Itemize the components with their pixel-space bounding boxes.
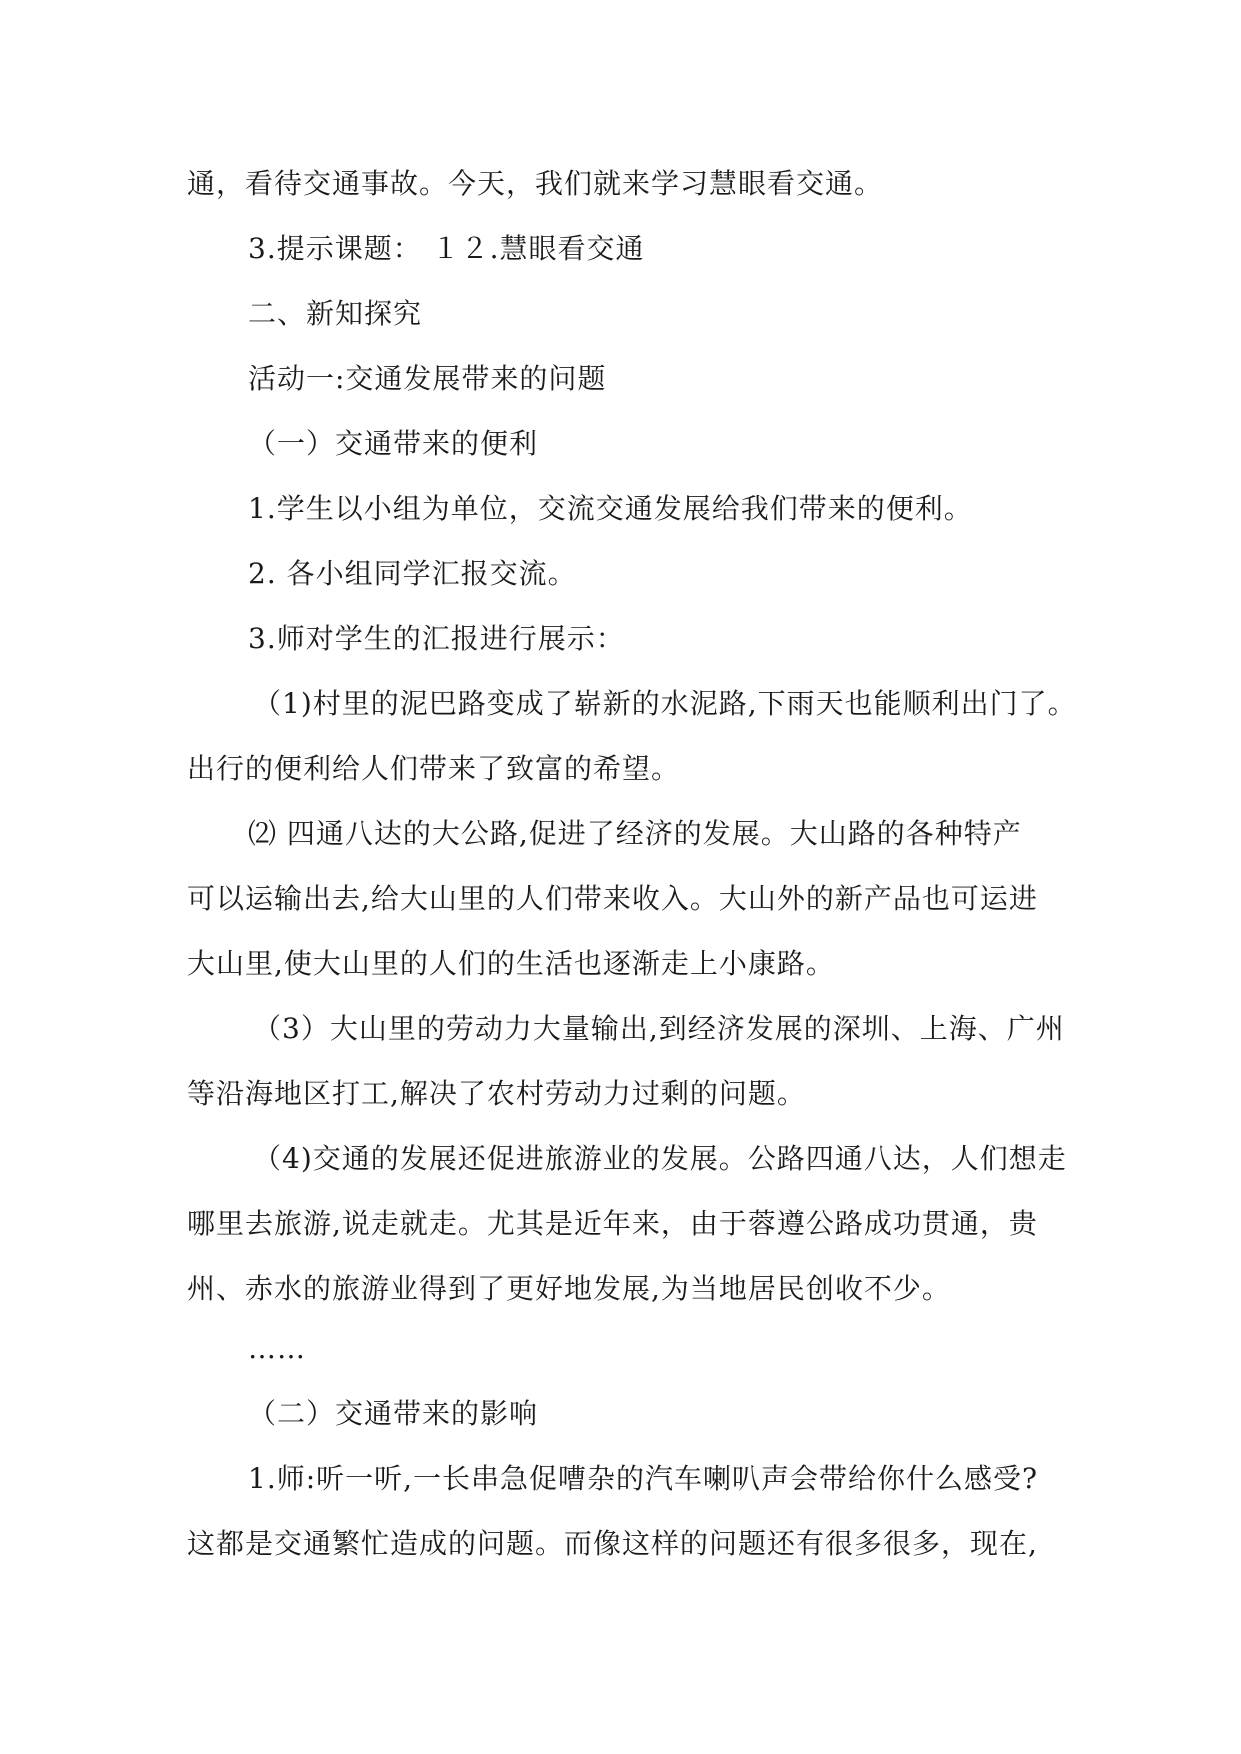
text-line: 这都是交通繁忙造成的问题。而像这样的问题还有很多很多，现在, xyxy=(187,1527,1038,1560)
text-line: 2. 各小组同学汇报交流。 xyxy=(248,557,577,590)
text-line: （4)交通的发展还促进旅游业的发展。公路四通八达，人们想走 xyxy=(253,1142,1067,1175)
text-line: 3.师对学生的汇报进行展示： xyxy=(248,622,625,655)
activity-heading: 活动一:交通发展带来的问题 xyxy=(248,362,607,395)
text-line: 1.学生以小组为单位，交流交通发展给我们带来的便利。 xyxy=(248,492,973,525)
text-line: 3.提示课题： １２.慧眼看交通 xyxy=(248,232,645,265)
text-line: 大山里,使大山里的人们的生活也逐渐走上小康路。 xyxy=(187,947,835,980)
text-line: 可以运输出去,给大山里的人们带来收入。大山外的新产品也可运进 xyxy=(187,882,1038,915)
subsection-heading: （一）交通带来的便利 xyxy=(248,427,539,460)
text-line: （3）大山里的劳动力大量输出,到经济发展的深圳、上海、广州 xyxy=(253,1012,1065,1045)
text-line: 等沿海地区打工,解决了农村劳动力过剩的问题。 xyxy=(187,1077,806,1110)
subsection-heading: （二）交通带来的影响 xyxy=(248,1397,539,1430)
ellipsis: …… xyxy=(248,1332,306,1365)
text-line: 州、赤水的旅游业得到了更好地发展,为当地居民创收不少。 xyxy=(187,1272,951,1305)
text-line: ⑵ 四通八达的大公路,促进了经济的发展。大山路的各种特产 xyxy=(248,817,1022,850)
text-line: 通，看待交通事故。今天，我们就来学习慧眼看交通。 xyxy=(187,167,884,200)
text-line: 哪里去旅游,说走就走。尤其是近年来，由于蓉遵公路成功贯通，贵 xyxy=(187,1207,1038,1240)
text-line: （1)村里的泥巴路变成了崭新的水泥路,下雨天也能顺利出门了。 xyxy=(253,687,1077,720)
text-line: 1.师:听一听,一长串急促嘈杂的汽车喇叭声会带给你什么感受? xyxy=(248,1462,1039,1495)
text-line: 出行的便利给人们带来了致富的希望。 xyxy=(187,752,681,785)
section-heading: 二、新知探究 xyxy=(248,297,423,330)
